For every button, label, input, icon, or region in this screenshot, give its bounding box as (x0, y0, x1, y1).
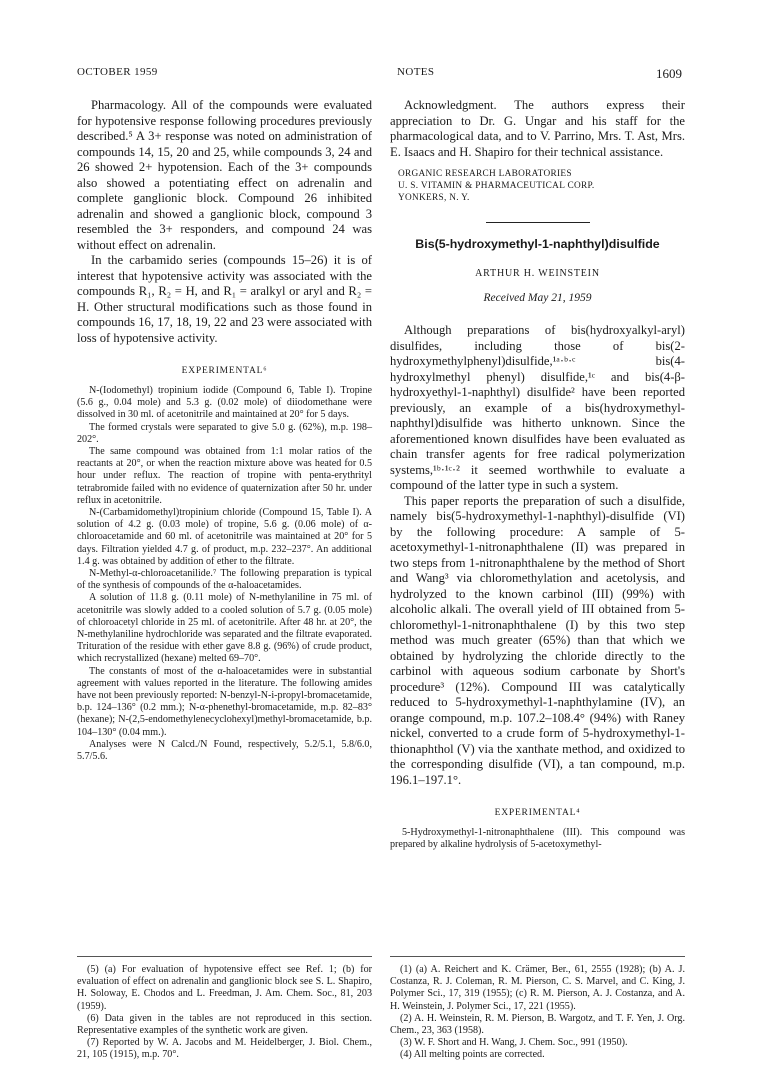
footnote-rule (77, 956, 372, 957)
affiliation-line: YONKERS, N. Y. (398, 193, 470, 203)
experimental-heading-left: EXPERIMENTAL⁶ (181, 366, 268, 376)
affiliation-line: U. S. VITAMIN & PHARMACEUTICAL CORP. (398, 181, 595, 191)
right-column (390, 98, 685, 851)
experimental-start-paragraph: 5-Hydroxymethyl-1-nitronaphthalene (III). This compound was prepared by alkaline hydrolysis of 5-acetoxymethyl- (390, 827, 685, 851)
exp-paragraph: N-(Carbamidomethyl)tropinium chloride (Compound 15, Table I). A solution of 4.2 g. (0.03 mole) of tropine, 5.6 g. (0.06 mole) of α-chloroacetamide and 60 ml. of acetonitrile was maintained at 20° for 5 days. Filtration yielded 4.7 g. of product, m.p. 232–237°. An additional 1.4 g. was obtained by addition of ether to the filtrate. (77, 507, 372, 567)
left-column (77, 98, 372, 763)
report-paragraph: This paper reports the preparation of such a disulfide, namely bis(5-hydroxymethyl-1-naphthyl)-disulfide (VI) by the following procedure: A sample of 5-acetoxymethyl-1-nitronaphthalene (II) was prepared in two steps from 1-nitronaphthalene by the method of Short and Wang³ via chloromethylation and acetolysis, and hydrolyzed to the known carbinol (III) (99%) with alcoholic alkali. The overall yield of III obtained from 5-chloromethyl-1-nitronaphthalene (I) by this two step method was much greater (65%) than that which we obtained by hydrolyzing the chloride directly to the carbinol with aqueous sodium carbonate by Short's procedure³ (12%). Compound III was catalytically reduced to 5-hydroxymethyl-1-naphthylamine (IV), an orange compound, m.p. 107.2–108.4° (94%) with Raney nickel, converted to a crude form of 5-hydroxymethyl-1-thionaphthol (V) via the xanthate method, and oxidized to the corresponding disulfide (VI), a tan compound, m.p. 196.1–197.1°. (390, 493, 685, 787)
exp-paragraph: Analyses were N Calcd./N Found, respectively, 5.2/5.1, 5.8/6.0, 5.7/5.6. (77, 738, 372, 763)
received-date: Received May 21, 1959 (483, 292, 592, 304)
exp-paragraph: The formed crystals were separated to give 5.0 g. (62%), m.p. 198–202°. (77, 421, 372, 445)
footnotes-right (390, 964, 685, 1062)
footnote: (4) All melting points are corrected. (400, 1049, 545, 1061)
footnote-rule (390, 956, 685, 957)
exp-paragraph: N-(Iodomethyl) tropinium iodide (Compound 6, Table I). Tropine (5.6 g., 0.04 mole) and 5.3 g. (0.02 mole) of diiodomethane were dissolved in 30 ml. of acetonitrile and maintained at 20° for 5 days. (77, 385, 372, 421)
footnote: (3) W. F. Short and H. Wang, J. Chem. Soc., 991 (1950). (400, 1037, 628, 1049)
carbamido-paragraph: In the carbamido series (compounds 15–26) it is of interest that hypotensive activity was associated with the compounds R₁, R₂ = H, and R₁ = aralkyl or aryl and R₂ = H. Other structural modifications such as those found in compounds 16, 17, 18, 19, 22 and 23 were associated with loss of hypotensive activity. (77, 253, 372, 345)
article-title: Bis(5-hydroxymethyl-1-naphthyl)disulfide (415, 237, 660, 251)
experimental-heading-right: EXPERIMENTAL⁴ (494, 808, 581, 818)
exp-paragraph: A solution of 11.8 g. (0.11 mole) of N-methylaniline in 75 ml. of acetonitrile was slowly added to a cooled solution of 5.7 g. (0.05 mole) of chloroacetyl chloride in 25 ml. of acetonitrile. After 48 hr. at 20°, the N-methylaniline hydrochloride was separated and the filtrate evaporated. Trituration of the residue with ether gave 8.8 g. (96%) of crude product, which recrystallized (hexane) melted 69–70°. (77, 592, 372, 665)
page-number: 1609 (656, 66, 682, 81)
footnotes-left (77, 964, 372, 1062)
affiliation (398, 168, 685, 204)
header-month: OCTOBER 1959 (77, 66, 158, 78)
footnote: (1) (a) A. Reichert and K. Crämer, Ber., 61, 2555 (1928); (b) A. J. Costanza, R. J. Coleman, R. M. Pierson, C. S. Marvel, and C. King, J. Polymer Sci., 17, 319 (1955); (c) R. M. Pierson, A. J. Costanza, and A. H. Weinstein, J. Polymer Sci., 17, 221 (1955). (390, 964, 685, 1012)
article-author: ARTHUR H. WEINSTEIN (475, 268, 600, 279)
footnote: (5) (a) For evaluation of hypotensive effect see Ref. 1; (b) for evaluation of effect on adrenalin and ganglionic block see S. L. Shapiro, H. Soloway, E. Chodos and L. Freedman, J. Am. Chem. Soc., 81, 203 (1959). (77, 964, 372, 1012)
footnote: (6) Data given in the tables are not reproduced in this section. Representative examples of the synthetic work are given. (77, 1012, 372, 1037)
footnote: (2) A. H. Weinstein, R. M. Pierson, B. Wargotz, and T. F. Yen, J. Org. Chem., 23, 363 (1958). (390, 1012, 685, 1037)
running-header (77, 66, 682, 82)
divider-rule (486, 222, 590, 223)
pharmacology-paragraph: Pharmacology. All of the compounds were evaluated for hypotensive response following procedures previously described.⁵ A 3+ response was noted on administration of compounds 14, 15, 20 and 25, while compounds 3, 24 and 26 showed 2+ hypotension. Each of the 3+ compounds also showed a potentiating effect on adrenalin and complete ganglionic block. Compound 26 inhibited adrenalin and showed a ganglionic block, compound 3 resembled the 3+ responders, and compound 24 was without effect on adrenalin. (77, 98, 372, 252)
intro-paragraph: Although preparations of bis(hydroxyalkyl-aryl) disulfides, including those of bis(2-hydroxymethylphenyl)disulfide,¹ᵃ·ᵇ·ᶜ bis(4-hydroxylmethyl phenyl) disulfide,¹ᶜ and bis(4-β-hydroxyethyl-1-naphthyl) disulfide² have been reported previously, an example of a bis(hydroxymethyl-naphthyl)disulfide was hitherto unknown. Since the aforementioned known disulfides have been evaluated as chain transfer agents for free radical polymerization systems,¹ᵇ·¹ᶜ·² it seemed worthwhile to evaluate a compound of the latter type in such a system. (390, 323, 685, 492)
exp-paragraph: The same compound was obtained from 1:1 molar ratios of the reactants at 20°, or when the reaction mixture above was heated for 0.5 hour under reflux. The reaction of tropine with penta-erythrityl tetrabromide failed with no evidence of quaternization after 50 hr. under reflux in acetonitrile. (77, 446, 372, 506)
footnote: (7) Reported by W. A. Jacobs and M. Heidelberger, J. Biol. Chem., 21, 105 (1915), m.p. 70°. (77, 1037, 372, 1061)
exp-paragraph: N-Methyl-α-chloroacetanilide.⁷ The following preparation is typical of the synthesis of compounds of the α-haloacetamides. (77, 568, 372, 592)
header-section: NOTES (397, 66, 435, 78)
exp-paragraph: The constants of most of the α-haloacetamides were in substantial agreement with values reported in the literature. The following amides have not been previously reported: N-benzyl-N-i-propyl-bromacetamide, b.p. 124–136° (0.2 mm.); N-α-phenethyl-bromacetamide, m.p. 82–83° (hexane); N-(2,5-endomethylenecyclohexyl)methyl-bromacetamide, b.p. 104–130° (0.04 mm.). (77, 665, 372, 738)
affiliation-line: ORGANIC RESEARCH LABORATORIES (398, 169, 572, 179)
acknowledgment-paragraph: Acknowledgment. The authors express their appreciation to Dr. G. Ungar and his staff for the pharmacological data, and to V. Parrino, Mrs. T. Ast, Mrs. E. Isaacs and H. Shapiro for their technical assistance. (390, 98, 685, 159)
